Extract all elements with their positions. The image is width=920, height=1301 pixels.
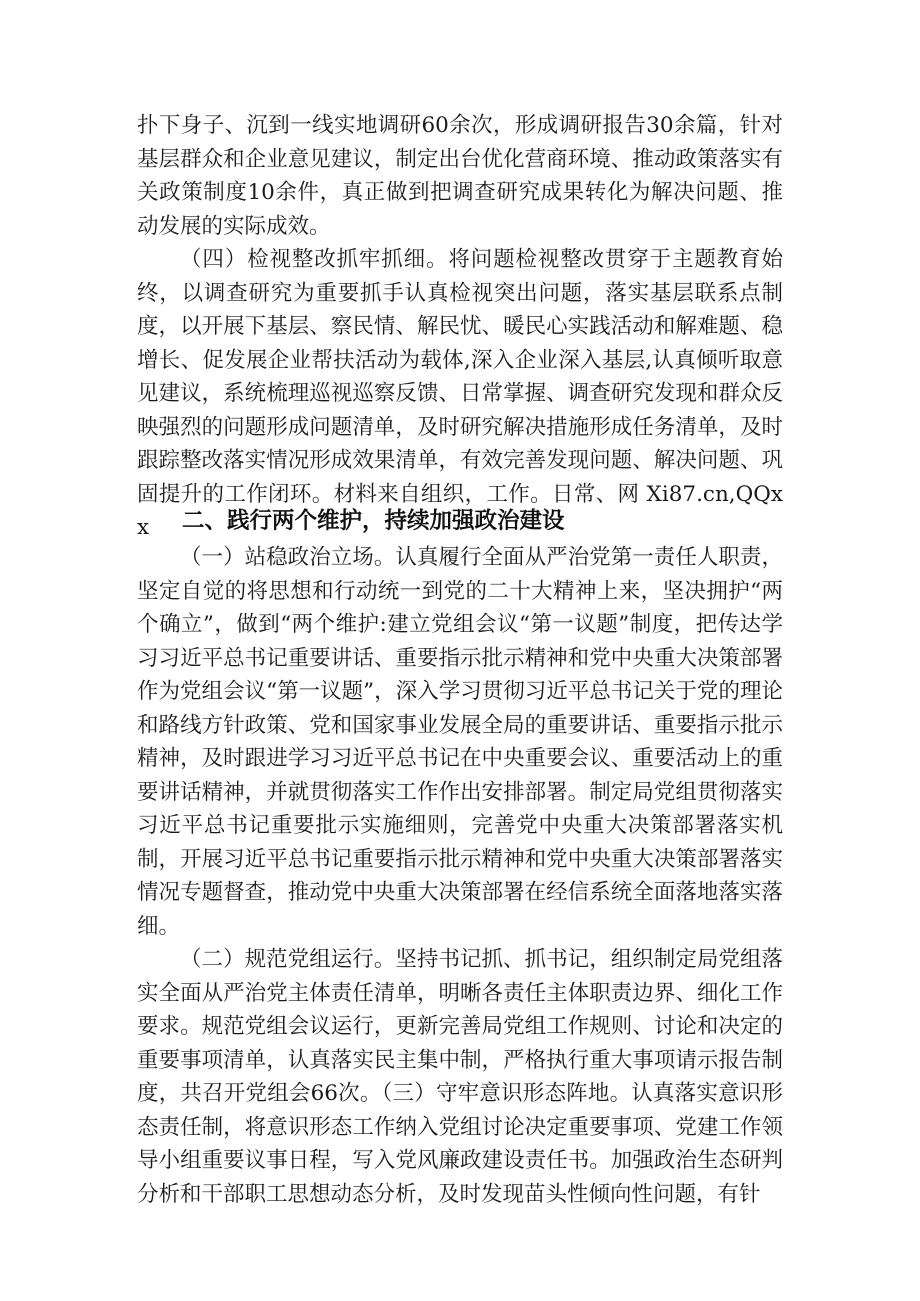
- body-text-top: [137, 109, 783, 545]
- paragraph-subsection-2: （二）规范党组运行。坚持书记抓、抓书记，组织制定局党组落实全面从严治党主体责任清单，明晰各责任主体职责边界、细化工作要求。规范党组会议运行，更新完善局党组工作规则、讨论和决定的重要事项清单，认真落实民主集中制，严格执行重大事项请示报告制度，共召开党组会66次。（三）守牢意识形态阵地。认真落实意识形态责任制，将意识形态工作纳入党组讨论决定重要事项、党建工作领导小组重要议事日程，写入党风廉政建设责任书。加强政治生态研判分析和干部职工思想动态分析，及时发现苗头性倾向性问题，有针: [137, 947, 783, 1207]
- paragraph-section-4: （四）检视整改抓牢抓细。将问题检视整改贯穿于主题教育始终，以调查研究为重要抓手认真检视突出问题，落实基层联系点制度，以开展下基层、察民情、解民忧、暖民心实践活动和解难题、稳增长、促发展企业帮扶活动为载体,深入企业深入基层,认真倾听取意见建议，系统梳理巡视巡察反馈、日常掌握、调查研究发现和群众反映强烈的问题形成问题清单，及时研究解决措施形成任务清单，及时跟踪整改落实情况形成效果清单，有效完善发现问题、解决问题、巩固提升的工作闭环。材料来自组织，工作。日常、网 Xi87.cn,QQxx: [137, 247, 783, 540]
- paragraph-continuation: 扑下身子、沉到一线实地调研60余次，形成调研报告30余篇，针对基层群众和企业意见建议，制定出台优化营商环境、推动政策落实有关政策制度10余件，真正做到把调查研究成果转化为解决问题、推动发展的实际成效。: [137, 113, 783, 239]
- body-text-section-2: [137, 502, 783, 1211]
- section-heading: 二、践行两个维护，持续加强政治建设: [182, 508, 565, 534]
- paragraph-subsection-1: （一）站稳政治立场。认真履行全面从严治党第一责任人职责，坚定自觉的将思想和行动统一到党的二十大精神上来，坚决拥护“两个确立”，做到“两个维护:建立党组会议“第一议题”制度，把传达学习习近平总书记重要讲话、重要指示批示精神和党中央重大决策部署作为党组会议“第一议题”，深入学习贯彻习近平总书记关于党的理论和路线方针政策、党和国家事业发展全局的重要讲话、重要指示批示精神，及时跟进学习习近平总书记在中央重要会议、重要活动上的重要讲话精神，并就贯彻落实工作作出安排部署。制定局党组贯彻落实习近平总书记重要批示实施细则，完善党中央重大决策部署落实机制，开展习近平总书记重要指示批示精神和党中央重大决策部署落实情况专题督查，推动党中央重大决策部署在经信系统全面落地落实落细。: [137, 545, 783, 939]
